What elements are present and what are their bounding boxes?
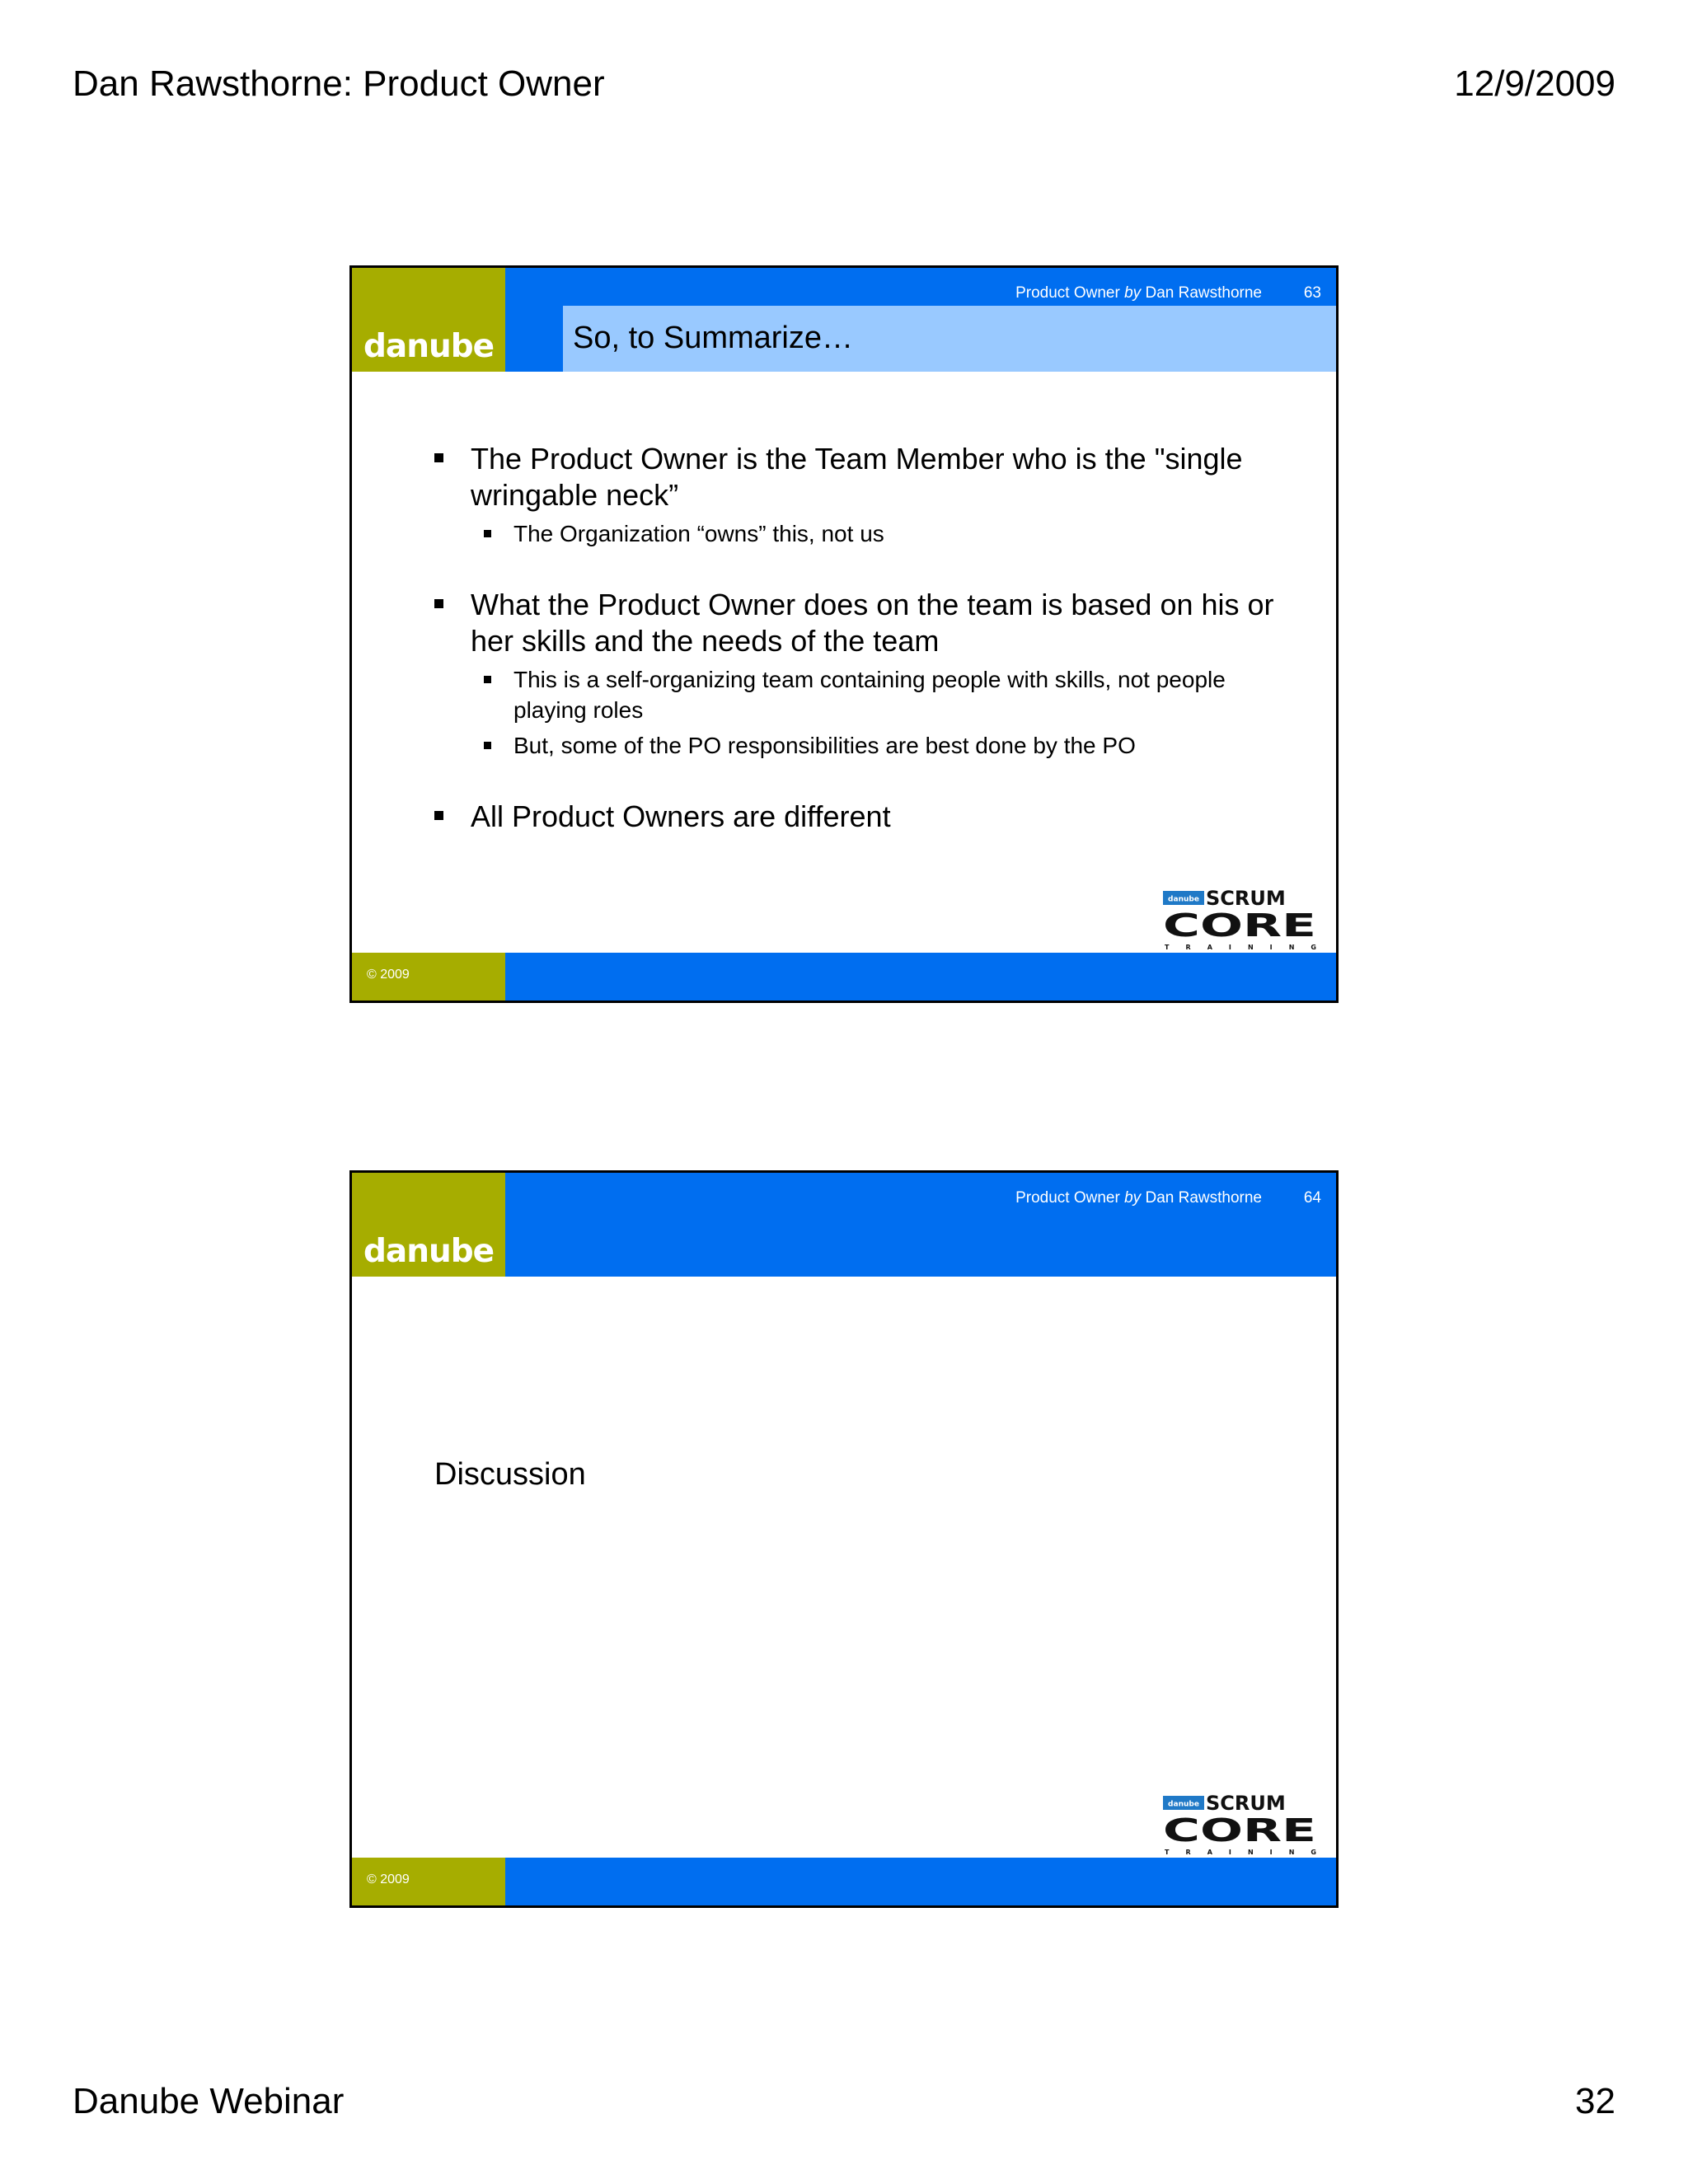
slide-bullets [434,441,1292,835]
svg-text:CORE: CORE [1163,1812,1316,1849]
by-label: by [1124,284,1142,302]
sub-bullet-text: But, some of the PO responsibilities are best done by the PO [513,733,1136,758]
slide-footer-credit [1015,1189,1262,1207]
bullet-3 [434,799,1292,835]
slide-footer-logo-block [352,953,505,1001]
sub-bullet-text: The Organization “owns” this, not us [513,521,884,546]
svg-text:danube: danube [1168,1800,1199,1809]
bullet-text: All Product Owners are different [471,799,891,833]
slide-footer-logo-block [352,1858,505,1905]
bullet-text: The Product Owner is the Team Member who is the "single wringable neck” [471,442,1243,512]
bullet-square-icon [484,530,491,537]
slide-footer-credit [1015,284,1262,302]
svg-text:CORE: CORE [1163,907,1316,944]
product-label: Product Owner [1015,284,1120,302]
scrum-core-logo-icon [1163,886,1320,952]
slide-64 [349,1170,1339,1908]
svg-text:SCRUM: SCRUM [1206,887,1286,910]
slide-page-number: 64 [1303,1189,1321,1207]
sub-bullet [434,730,1292,761]
danube-logo-text: danube [363,1233,495,1270]
slide-63 [349,265,1339,1003]
bullet-square-icon [434,599,443,608]
scrum-core-logo-icon [1163,1791,1320,1857]
bullet-square-icon [484,676,491,683]
slide-title-bar [563,306,1336,372]
bullet-1 [434,441,1292,513]
bullet-2 [434,587,1292,659]
svg-text:TRAINING: TRAINING [1165,944,1316,951]
svg-text:SCRUM: SCRUM [1206,1792,1286,1815]
copyright: © 2009 [367,1872,410,1886]
svg-text:danube: danube [1168,895,1199,904]
danube-logo-text: danube [363,328,495,365]
danube-logo [352,1173,505,1277]
sub-bullet [434,664,1292,725]
product-label: Product Owner [1015,1189,1120,1207]
page-header-title: Dan Rawsthorne: Product Owner [73,63,605,104]
bullet-square-icon [434,811,443,820]
bullet-text: What the Product Owner does on the team is based on his or her skills and the needs of the team [471,588,1274,658]
copyright: © 2009 [367,968,410,982]
slide-body-text: Discussion [434,1457,586,1492]
author-label: Dan Rawsthorne [1145,1189,1262,1207]
bullet-square-icon [434,453,443,462]
bullet-square-icon [484,742,491,749]
page-footer-title: Danube Webinar [73,2081,345,2121]
page-number: 32 [1575,2081,1615,2121]
sub-bullet [434,518,1292,549]
slide-title: So, to Summarize… [573,321,853,355]
slide-page-number: 63 [1303,284,1321,302]
sub-bullet-text: This is a self-organizing team containing people with skills, not people playing roles [513,667,1226,723]
author-label: Dan Rawsthorne [1145,284,1262,302]
danube-logo [352,268,505,372]
svg-text:TRAINING: TRAINING [1165,1849,1316,1856]
page-header-date: 12/9/2009 [1454,63,1615,104]
by-label: by [1124,1189,1142,1207]
